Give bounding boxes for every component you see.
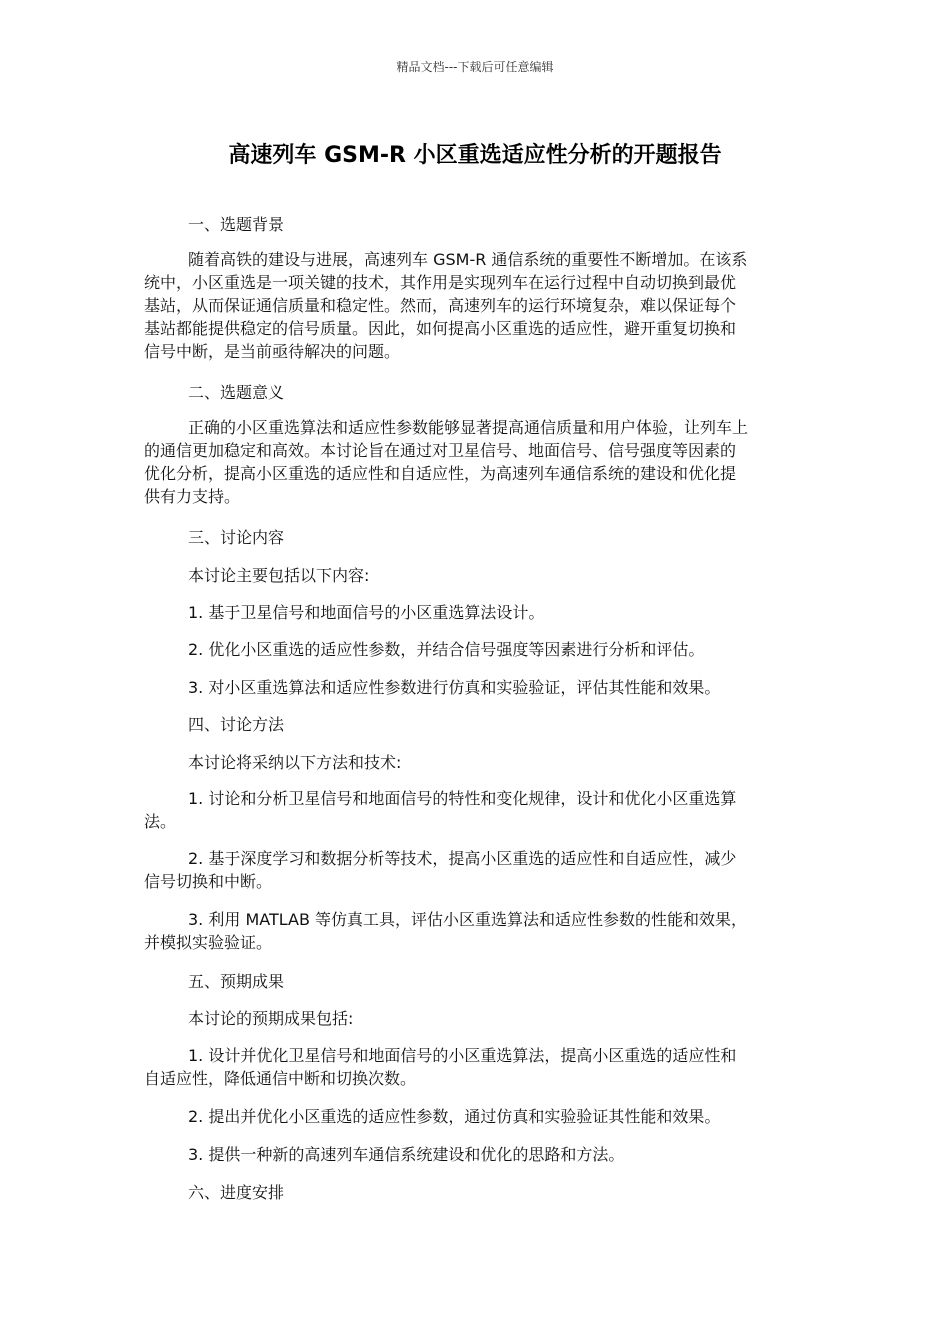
section-heading-schedule: 六、进度安排 <box>188 1183 285 1202</box>
list-item-line: 信号切换和中断。 <box>144 872 273 891</box>
list-item: 1. 基于卫星信号和地面信号的小区重选算法设计。 <box>188 603 545 622</box>
paragraph-line: 优化分析，提高小区重选的适应性和自适应性，为高速列车通信系统的建设和优化提 <box>144 464 737 483</box>
section-heading-methods: 四、讨论方法 <box>188 715 285 734</box>
list-item: 3. 提供一种新的高速列车通信系统建设和优化的思路和方法。 <box>188 1145 625 1164</box>
paragraph-line: 随着高铁的建设与进展，高速列车 GSM-R 通信系统的重要性不断增加。在该系 <box>188 250 748 269</box>
section-intro: 本讨论将采纳以下方法和技术: <box>188 753 402 772</box>
list-item: 2. 优化小区重选的适应性参数，并结合信号强度等因素进行分析和评估。 <box>188 640 705 659</box>
document-title: 高速列车 GSM-R 小区重选适应性分析的开题报告 <box>228 143 722 168</box>
paragraph-significance <box>144 416 804 508</box>
list-item-line: 1. 讨论和分析卫星信号和地面信号的特性和变化规律，设计和优化小区重选算 <box>188 789 737 808</box>
paragraph-line: 的通信更加稳定和高效。本讨论旨在通过对卫星信号、地面信号、信号强度等因素的 <box>144 441 737 460</box>
section-heading-background: 一、选题背景 <box>188 215 285 234</box>
list-item <box>144 908 804 954</box>
list-item-line: 法。 <box>144 812 177 831</box>
list-item-line: 自适应性，降低通信中断和切换次数。 <box>144 1069 417 1088</box>
paragraph-line: 基站都能提供稳定的信号质量。因此，如何提高小区重选的适应性，避开重复切换和 <box>144 319 737 338</box>
list-item <box>144 1044 804 1090</box>
section-heading-content: 三、讨论内容 <box>188 528 285 547</box>
page-header: 精品文档---下载后可任意编辑 <box>396 60 554 74</box>
section-heading-outcomes: 五、预期成果 <box>188 972 285 991</box>
list-item-line: 并模拟实验验证。 <box>144 933 273 952</box>
list-item-line: 2. 基于深度学习和数据分析等技术，提高小区重选的适应性和自适应性，减少 <box>188 849 737 868</box>
section-intro: 本讨论主要包括以下内容: <box>188 566 370 585</box>
list-item-line: 3. 利用 MATLAB 等仿真工具，评估小区重选算法和适应性参数的性能和效果， <box>188 910 748 929</box>
paragraph-line: 基站，从而保证通信质量和稳定性。然而，高速列车的运行环境复杂，难以保证每个 <box>144 296 737 315</box>
list-item-line: 1. 设计并优化卫星信号和地面信号的小区重选算法，提高小区重选的适应性和 <box>188 1046 737 1065</box>
paragraph-line: 供有力支持。 <box>144 487 241 506</box>
paragraph-background <box>144 248 804 363</box>
paragraph-line: 正确的小区重选算法和适应性参数能够显著提高通信质量和用户体验，让列车上 <box>188 418 749 437</box>
list-item: 3. 对小区重选算法和适应性参数进行仿真和实验验证，评估其性能和效果。 <box>188 678 721 697</box>
list-item <box>144 847 804 893</box>
section-heading-significance: 二、选题意义 <box>188 383 285 402</box>
list-item: 2. 提出并优化小区重选的适应性参数，通过仿真和实验验证其性能和效果。 <box>188 1107 721 1126</box>
paragraph-line: 统中，小区重选是一项关键的技术，其作用是实现列车在运行过程中自动切换到最优 <box>144 273 737 292</box>
section-intro: 本讨论的预期成果包括: <box>188 1009 354 1028</box>
list-item <box>144 787 804 833</box>
paragraph-line: 信号中断，是当前亟待解决的问题。 <box>144 342 401 361</box>
